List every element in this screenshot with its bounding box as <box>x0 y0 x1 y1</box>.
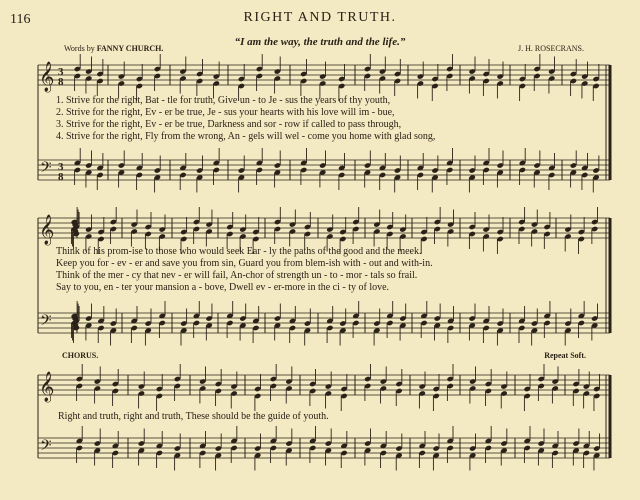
composer-credit: J. H. ROSECRANS. <box>517 44 584 53</box>
words-prefix: Words by <box>64 44 95 53</box>
system1-verse-1: 1. Strive for the right, Bat - tle for truth, Give un - to Je - sus the years of thy youth, <box>56 95 391 106</box>
time-signature-bottom: 8 <box>58 76 64 88</box>
chorus-lyric: Right and truth, right and truth, These should be the guide of youth. <box>58 411 329 422</box>
hymn-title: RIGHT AND TRUTH. <box>243 10 397 25</box>
system1-verse-4: 4. Strive for the right, Fly from the wrong, An - gels will wel - come you home with glad song, <box>56 131 436 142</box>
system2-verse-3: Think of the mer - cy that nev - er will fail, An-chor of strength un - to - mor - tals so frail. <box>56 270 418 281</box>
system2-verse-2: Keep you for - ev - er and save you from sin, Guard you from blem-ish with - out and with-in. <box>56 258 433 269</box>
treble-staff <box>38 375 610 395</box>
time-signature-top: 3 <box>58 66 64 78</box>
words-author: FANNY CHURCH. <box>96 44 164 53</box>
treble-clef: 𝄞 <box>39 372 55 402</box>
bass-clef: 𝄢 <box>40 437 52 458</box>
system2-verse-1: Think of his prom-ise to those who would seek Ear - ly the paths of the good and the meek. <box>56 246 422 257</box>
time-signature-top: 3 <box>58 161 64 173</box>
epigraph: “I am the way, the truth and the life.” <box>234 36 406 48</box>
chorus-label: CHORUS. <box>62 351 99 360</box>
system2-verse-4: Say to you, en - ter your mansion a - bove, Dwell ev - er-more in the ci - ty of love. <box>56 282 390 293</box>
repeat-label: Repeat Soft. <box>544 351 586 360</box>
time-signature-bottom: 8 <box>58 171 64 183</box>
system1-verse-2: 2. Strive for the right, Ev - er be true, Je - sus your hearts with his love will im - bue, <box>56 107 395 118</box>
bass-clef: 𝄢 <box>40 159 52 180</box>
page-number: 116 <box>10 12 31 27</box>
system1-verse-3: 3. Strive for the right, Ev - er be true, Darkness and sor - row if called to pass through, <box>56 119 402 130</box>
treble-clef: 𝄞 <box>39 215 55 245</box>
treble-clef: 𝄞 <box>39 62 55 92</box>
bass-clef: 𝄢 <box>40 312 52 333</box>
